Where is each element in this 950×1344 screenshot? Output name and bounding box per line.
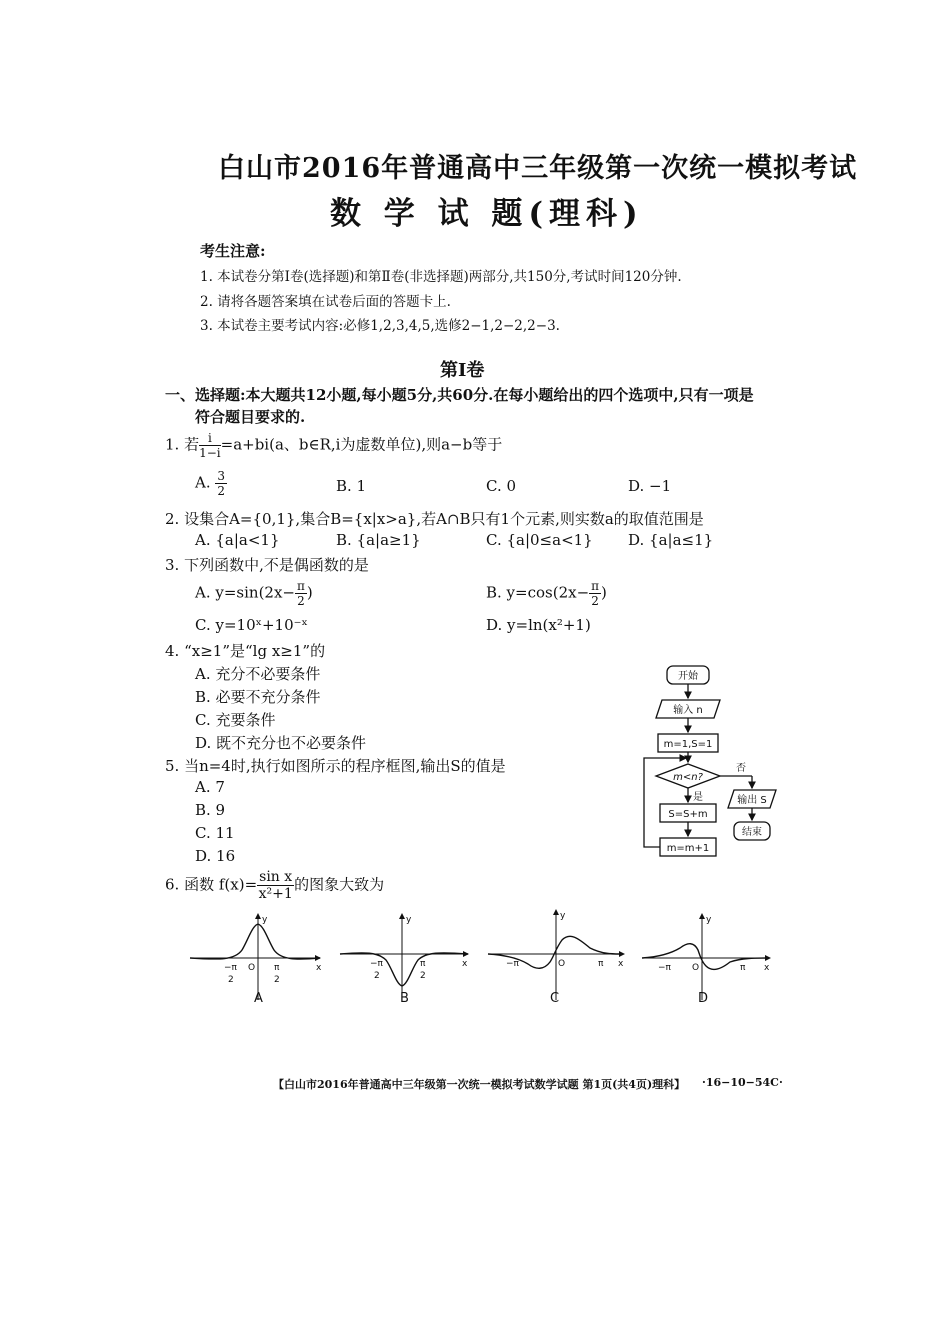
flow-update-m-label: m=m+1 bbox=[666, 843, 710, 854]
q1-option-a-num: 3 bbox=[217, 469, 226, 483]
flow-init-label: m=1,S=1 bbox=[663, 739, 713, 750]
graph-d-neg-tick: −π bbox=[658, 963, 671, 973]
section-instruction-cont: 符合题目要求的. bbox=[195, 408, 306, 426]
q3-option-b-close: ) bbox=[601, 583, 607, 602]
q1-option-b: B. 1 bbox=[336, 477, 367, 495]
graph-b bbox=[340, 914, 468, 1006]
note-item: 3. 本试卷主要考试内容:必修1,2,3,4,5,选修2−1,2−2,2−3. bbox=[200, 318, 560, 334]
footer-right: ·16−10−54C· bbox=[702, 1076, 783, 1089]
graph-d-label: D bbox=[698, 991, 709, 1006]
q1-suffix: =a+bi(a、b∈R,i为虚数单位),则a−b等于 bbox=[220, 435, 503, 454]
exam-subtitle: 数 学 试 题(理科) bbox=[330, 196, 644, 232]
graph-a-neg-tick: −π bbox=[224, 963, 237, 973]
q5-option-b: B. 9 bbox=[195, 801, 226, 819]
question-2: 2. 设集合A={0,1},集合B={x|x>a},若A∩B只有1个元素,则实数a的取值范围是 bbox=[165, 510, 704, 528]
q3-option-b bbox=[486, 580, 607, 607]
q3-option-b-text: B. y=cos(2x− bbox=[486, 583, 590, 602]
note-item: 2. 请将各题答案填在试卷后面的答题卡上. bbox=[200, 294, 451, 310]
q5-option-a: A. 7 bbox=[195, 778, 225, 796]
q3-option-a bbox=[195, 580, 313, 607]
graph-d-x-label: x bbox=[764, 963, 770, 973]
graph-a bbox=[190, 914, 322, 1006]
q6-graph-options bbox=[180, 908, 780, 1013]
notes-heading: 考生注意: bbox=[200, 242, 266, 260]
q3-option-b-den: 2 bbox=[591, 594, 599, 608]
footer-left: 【白山市2016年普通高中三年级第一次统一模拟考试数学试题 第1页(共4页)理科】 bbox=[273, 1078, 686, 1091]
q2-option-c: C. {a|0≤a<1} bbox=[486, 531, 593, 549]
q3-option-a-num: π bbox=[297, 579, 305, 593]
q6-fraction bbox=[257, 870, 294, 901]
note-item: 1. 本试卷分第Ⅰ卷(选择题)和第Ⅱ卷(非选择题)两部分,共150分,考试时间120分钟. bbox=[200, 269, 682, 285]
flow-output-label: 输出 S bbox=[737, 795, 767, 806]
graph-a-neg-tick-den: 2 bbox=[228, 975, 234, 985]
q3-option-a-close: ) bbox=[306, 583, 313, 602]
q3-option-a-fraction bbox=[295, 580, 307, 607]
graph-d bbox=[642, 914, 770, 1006]
graph-b-curve bbox=[340, 953, 468, 986]
question-3: 3. 下列函数中,不是偶函数的是 bbox=[165, 556, 369, 574]
q1-option-c: C. 0 bbox=[486, 477, 517, 495]
graph-c-origin: O bbox=[558, 959, 566, 969]
program-flowchart bbox=[640, 660, 790, 870]
q6-frac-num: sin x bbox=[259, 869, 293, 885]
q1-prefix: 1. 若 bbox=[165, 435, 200, 454]
graph-c-y-label: y bbox=[560, 911, 566, 921]
flow-update-s-label: S=S+m bbox=[668, 809, 708, 820]
graph-a-y-label: y bbox=[262, 915, 268, 925]
q1-option-a bbox=[195, 470, 227, 497]
q1-option-d: D. −1 bbox=[628, 477, 672, 495]
graph-a-label: A bbox=[254, 991, 263, 1006]
graph-a-x-label: x bbox=[316, 963, 322, 973]
q4-option-b: B. 必要不充分条件 bbox=[195, 688, 321, 706]
graph-b-y-label: y bbox=[406, 915, 412, 925]
q3-option-b-num: π bbox=[591, 579, 600, 593]
graph-b-pos-tick-den: 2 bbox=[420, 971, 426, 981]
graph-a-curve bbox=[190, 924, 320, 959]
q1-option-a-label: A. bbox=[195, 473, 211, 492]
graph-c-label: C bbox=[550, 991, 560, 1006]
q1-frac-num: i bbox=[199, 432, 221, 446]
graph-a-origin: O bbox=[248, 963, 256, 973]
q6-prefix: 6. 函数 f(x)= bbox=[165, 875, 258, 894]
question-4: 4. “x≥1”是“lg x≥1”的 bbox=[165, 642, 326, 660]
q6-suffix: 的图象大致为 bbox=[294, 875, 385, 894]
q4-option-c: C. 充要条件 bbox=[195, 711, 276, 729]
q1-option-a-fraction bbox=[215, 470, 227, 497]
q5-option-c: C. 11 bbox=[195, 824, 235, 842]
question-6 bbox=[165, 870, 384, 901]
section-instruction: 一、选择题:本大题共12小题,每小题5分,共60分.在每小题给出的四个选项中,只有一项是 bbox=[165, 386, 754, 404]
graph-b-neg-tick-den: 2 bbox=[374, 971, 380, 981]
graph-c bbox=[488, 910, 624, 1006]
q1-frac-den: 1−i bbox=[199, 446, 221, 460]
q6-frac-den: x²+1 bbox=[258, 886, 293, 902]
graph-c-neg-tick: −π bbox=[506, 959, 519, 969]
graph-c-x-label: x bbox=[618, 959, 624, 969]
q4-option-d: D. 既不充分也不必要条件 bbox=[195, 734, 367, 752]
q4-option-a: A. 充分不必要条件 bbox=[195, 665, 321, 683]
question-5: 5. 当n=4时,执行如图所示的程序框图,输出S的值是 bbox=[165, 757, 506, 775]
graph-d-pos-tick: π bbox=[740, 963, 746, 973]
flow-end-label: 结束 bbox=[742, 827, 762, 838]
q1-fraction bbox=[199, 432, 221, 459]
graph-c-pos-tick: π bbox=[598, 959, 604, 969]
q2-option-a: A. {a|a<1} bbox=[195, 531, 280, 549]
section-title: 第Ⅰ卷 bbox=[440, 360, 485, 381]
graph-b-neg-tick: −π bbox=[370, 959, 383, 969]
flow-start-label: 开始 bbox=[678, 671, 698, 682]
flow-no-label: 否 bbox=[736, 763, 746, 774]
q1-option-a-den: 2 bbox=[217, 484, 226, 498]
q3-option-d: D. y=ln(x²+1) bbox=[486, 616, 591, 634]
graph-b-pos-tick: π bbox=[420, 959, 426, 969]
q5-option-d: D. 16 bbox=[195, 847, 236, 865]
graph-b-label: B bbox=[400, 991, 409, 1006]
q3-option-c: C. y=10ˣ+10⁻ˣ bbox=[195, 616, 308, 634]
graph-a-pos-tick-den: 2 bbox=[274, 975, 280, 985]
q2-option-d: D. {a|a≤1} bbox=[628, 531, 714, 549]
graph-d-origin: O bbox=[692, 963, 700, 973]
q3-option-a-den: 2 bbox=[297, 594, 305, 608]
flow-decision-label: m<n? bbox=[673, 772, 703, 783]
graph-d-y-label: y bbox=[706, 915, 712, 925]
exam-title: 白山市2016年普通高中三年级第一次统一模拟考试 bbox=[218, 153, 858, 184]
q2-option-b: B. {a|a≥1} bbox=[336, 531, 421, 549]
question-1 bbox=[165, 432, 502, 459]
flow-input-label: 输入 n bbox=[673, 705, 703, 716]
q3-option-a-text: A. y=sin(2x− bbox=[195, 583, 295, 602]
graph-a-pos-tick: π bbox=[274, 963, 280, 973]
q3-option-b-fraction bbox=[589, 580, 601, 607]
graph-b-x-label: x bbox=[462, 959, 468, 969]
flow-yes-label: 是 bbox=[693, 792, 703, 803]
